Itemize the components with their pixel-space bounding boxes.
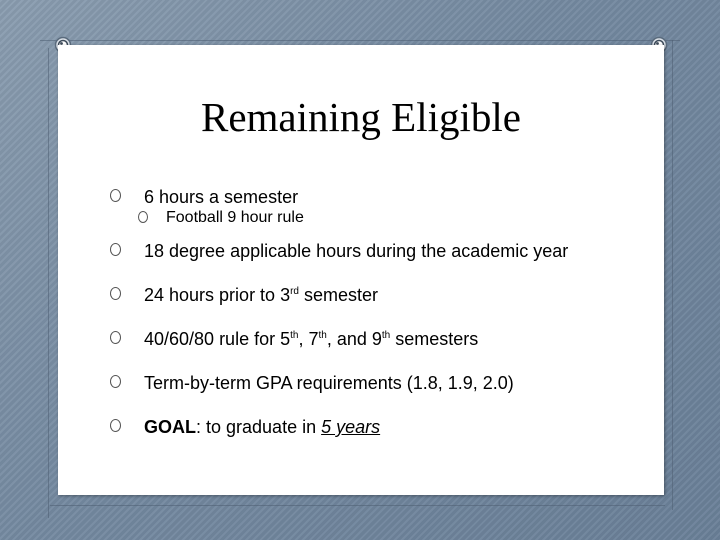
sub-bullet-text: Football 9 hour rule <box>166 209 304 226</box>
hollow-circle-bullet-icon <box>110 189 121 202</box>
bullet-text: 6 hours a semester <box>144 187 299 207</box>
slide-card <box>58 45 664 495</box>
bullet-item-40-60-80 <box>110 330 630 349</box>
ordinal-suffix: th <box>318 330 327 341</box>
ordinal-suffix: rd <box>290 286 299 297</box>
ordinal-suffix: th <box>290 330 299 341</box>
bullet-text: semester <box>299 285 379 305</box>
frame-line-bottom <box>50 505 665 506</box>
bullet-item-24-hours <box>110 286 630 305</box>
bullet-text: , 7 <box>298 329 319 349</box>
frame-line-top <box>40 40 680 41</box>
list-item <box>110 188 630 227</box>
bullet-text: Term-by-term GPA requirements (1.8, 1.9, 2.0) <box>144 373 514 393</box>
bullet-item-degree-hours <box>110 242 630 261</box>
bullet-text: , and 9 <box>326 329 382 349</box>
hollow-circle-bullet-icon <box>110 419 121 432</box>
bullet-item-goal <box>110 418 630 437</box>
hollow-circle-bullet-icon <box>110 331 121 344</box>
hollow-circle-bullet-icon <box>110 287 121 300</box>
goal-emphasis: 5 years <box>321 417 381 437</box>
bullet-item-hours-semester <box>110 188 630 207</box>
bullet-text: 24 hours prior to 3 <box>144 285 291 305</box>
list-item <box>110 286 630 305</box>
goal-text: : to graduate in <box>196 417 322 437</box>
slide-title: Remaining Eligible <box>201 94 521 140</box>
list-item <box>110 374 630 393</box>
list-item <box>110 418 630 437</box>
ordinal-suffix: th <box>381 330 391 341</box>
bullet-list <box>110 188 630 437</box>
hollow-circle-bullet-icon <box>110 375 121 388</box>
frame-line-right <box>672 40 673 510</box>
sub-bullet-football <box>110 209 630 227</box>
list-item <box>110 242 630 261</box>
goal-label: GOAL <box>144 417 196 437</box>
bullet-text: semesters <box>390 329 479 349</box>
bullet-text: 18 degree applicable hours during the academic year <box>144 241 569 261</box>
bullet-text: 40/60/80 rule for 5 <box>144 329 291 349</box>
hollow-circle-bullet-icon <box>138 211 148 223</box>
hollow-circle-bullet-icon <box>110 243 121 256</box>
bullet-item-gpa <box>110 374 630 393</box>
list-item <box>110 330 630 349</box>
frame-line-left <box>48 48 49 518</box>
